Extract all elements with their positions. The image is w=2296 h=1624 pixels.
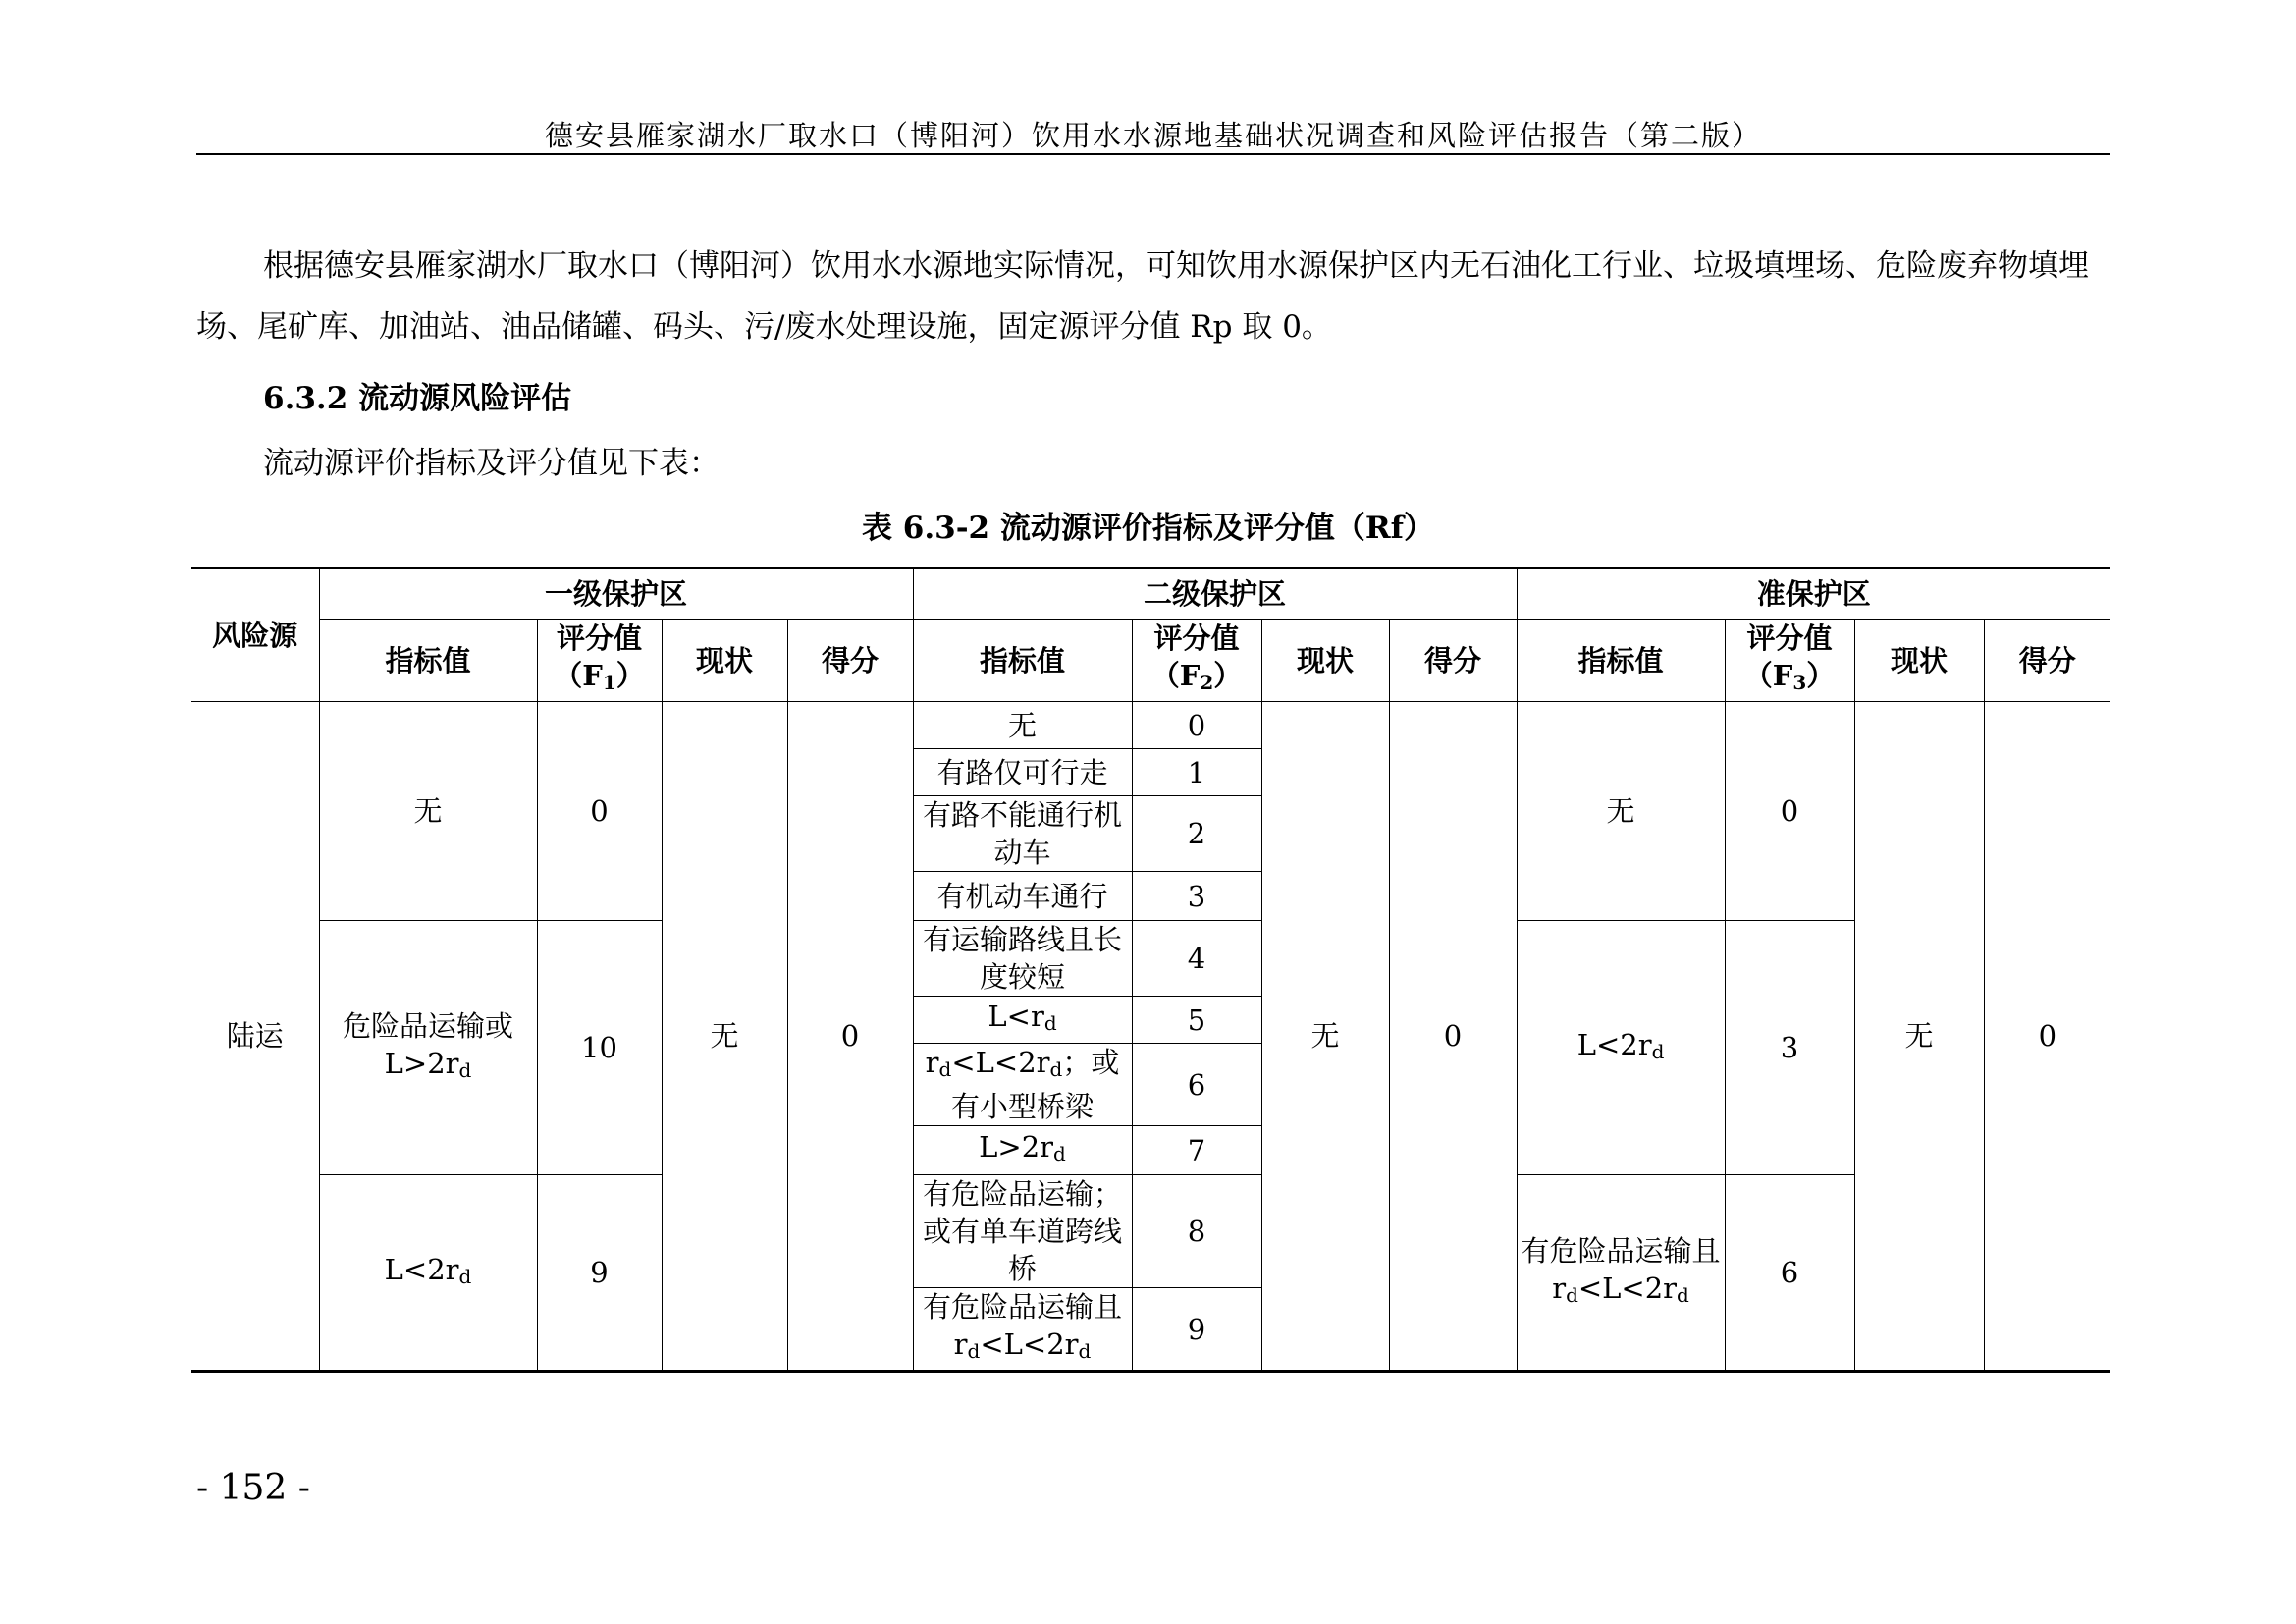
zone1-indicator-cell: 无	[319, 702, 537, 921]
zone3-header: 准保护区	[1517, 568, 2110, 620]
zone2-score-cell: 3	[1132, 872, 1261, 921]
zone1-points-cell: 0	[787, 702, 913, 1372]
zone1-score-cell: 10	[537, 921, 662, 1175]
zone2-indicator-cell: rd<L<2rd；或有小型桥梁	[913, 1044, 1132, 1126]
zone2-score-header: 评分值 （F2）	[1132, 620, 1261, 702]
zone3-score-cell: 3	[1725, 921, 1854, 1175]
risk-source-header: 风险源	[191, 568, 319, 702]
zone3-points-header: 得分	[1984, 620, 2110, 702]
zone1-indicator-header: 指标值	[319, 620, 537, 702]
table-caption: 表 6.3-2 流动源评价指标及评分值（Rf）	[861, 511, 1435, 546]
zone3-indicator-cell: 有危险品运输且 rd<L<2rd	[1517, 1175, 1725, 1372]
zone2-indicator-cell: 有机动车通行	[913, 872, 1132, 921]
mobile-source-table	[191, 567, 2110, 1373]
zone2-score-cell: 9	[1132, 1288, 1261, 1372]
zone3-indicator-header: 指标值	[1517, 620, 1725, 702]
zone2-score-cell: 6	[1132, 1044, 1261, 1126]
paragraph-table-intro: 流动源评价指标及评分值见下表：	[263, 446, 720, 481]
zone2-indicator-header: 指标值	[913, 620, 1132, 702]
zone3-score-header: 评分值 （F3）	[1725, 620, 1854, 702]
zone2-header: 二级保护区	[913, 568, 1517, 620]
zone2-indicator-cell: 有路不能通行机动车	[913, 796, 1132, 872]
zone2-points-header: 得分	[1389, 620, 1517, 702]
header-rule	[196, 153, 2110, 155]
page-header: 德安县雁家湖水厂取水口（博阳河）饮用水水源地基础状况调查和风险评估报告（第二版）	[544, 119, 1762, 152]
zone3-score-cell: 6	[1725, 1175, 1854, 1372]
zone2-score-cell: 5	[1132, 997, 1261, 1044]
zone3-indicator-cell: 无	[1517, 702, 1725, 921]
zone2-score-cell: 7	[1132, 1126, 1261, 1175]
zone2-status-header: 现状	[1261, 620, 1389, 702]
section-title: 6.3.2 流动源风险评估	[263, 381, 572, 416]
zone2-score-cell: 1	[1132, 749, 1261, 796]
zone2-status-cell: 无	[1261, 702, 1389, 1372]
zone3-indicator-cell: L<2rd	[1517, 921, 1725, 1175]
zone1-header: 一级保护区	[319, 568, 913, 620]
zone2-score-cell: 2	[1132, 796, 1261, 872]
zone1-score-header: 评分值 （F1）	[537, 620, 662, 702]
zone2-indicator-cell: 无	[913, 702, 1132, 749]
zone3-status-cell: 无	[1854, 702, 1984, 1372]
zone1-points-header: 得分	[787, 620, 913, 702]
zone2-indicator-cell: L>2rd	[913, 1126, 1132, 1175]
zone1-status-header: 现状	[662, 620, 787, 702]
paragraph-fixed-source: 根据德安县雁家湖水厂取水口（博阳河）饮用水水源地实际情况，可知饮用水源保护区内无石油化工行业、垃圾填埋场、危险废弃物填埋场、尾矿库、加油站、油品储罐、码头、污/废水处理设施，固定源评分值 Rp 取 0。	[196, 248, 2089, 345]
zone2-indicator-cell: 有危险品运输；或有单车道跨线桥	[913, 1175, 1132, 1288]
zone3-status-header: 现状	[1854, 620, 1984, 702]
zone1-score-cell: 0	[537, 702, 662, 921]
zone2-score-cell: 4	[1132, 921, 1261, 997]
zone2-indicator-cell: 有危险品运输且 rd<L<2rd	[913, 1288, 1132, 1372]
zone1-indicator-cell: L<2rd	[319, 1175, 537, 1372]
zone3-score-cell: 0	[1725, 702, 1854, 921]
zone2-indicator-cell: 有路仅可行走	[913, 749, 1132, 796]
zone1-indicator-cell: 危险品运输或L>2rd	[319, 921, 537, 1175]
zone3-points-cell: 0	[1984, 702, 2110, 1372]
zone1-status-cell: 无	[662, 702, 787, 1372]
risk-source-cell: 陆运	[191, 702, 319, 1372]
zone2-points-cell: 0	[1389, 702, 1517, 1372]
zone2-score-cell: 0	[1132, 702, 1261, 749]
zone2-indicator-cell: L<rd	[913, 997, 1132, 1044]
page-number: - 152 -	[196, 1468, 310, 1508]
zone1-score-cell: 9	[537, 1175, 662, 1372]
zone2-indicator-cell: 有运输路线且长度较短	[913, 921, 1132, 997]
zone2-score-cell: 8	[1132, 1175, 1261, 1288]
